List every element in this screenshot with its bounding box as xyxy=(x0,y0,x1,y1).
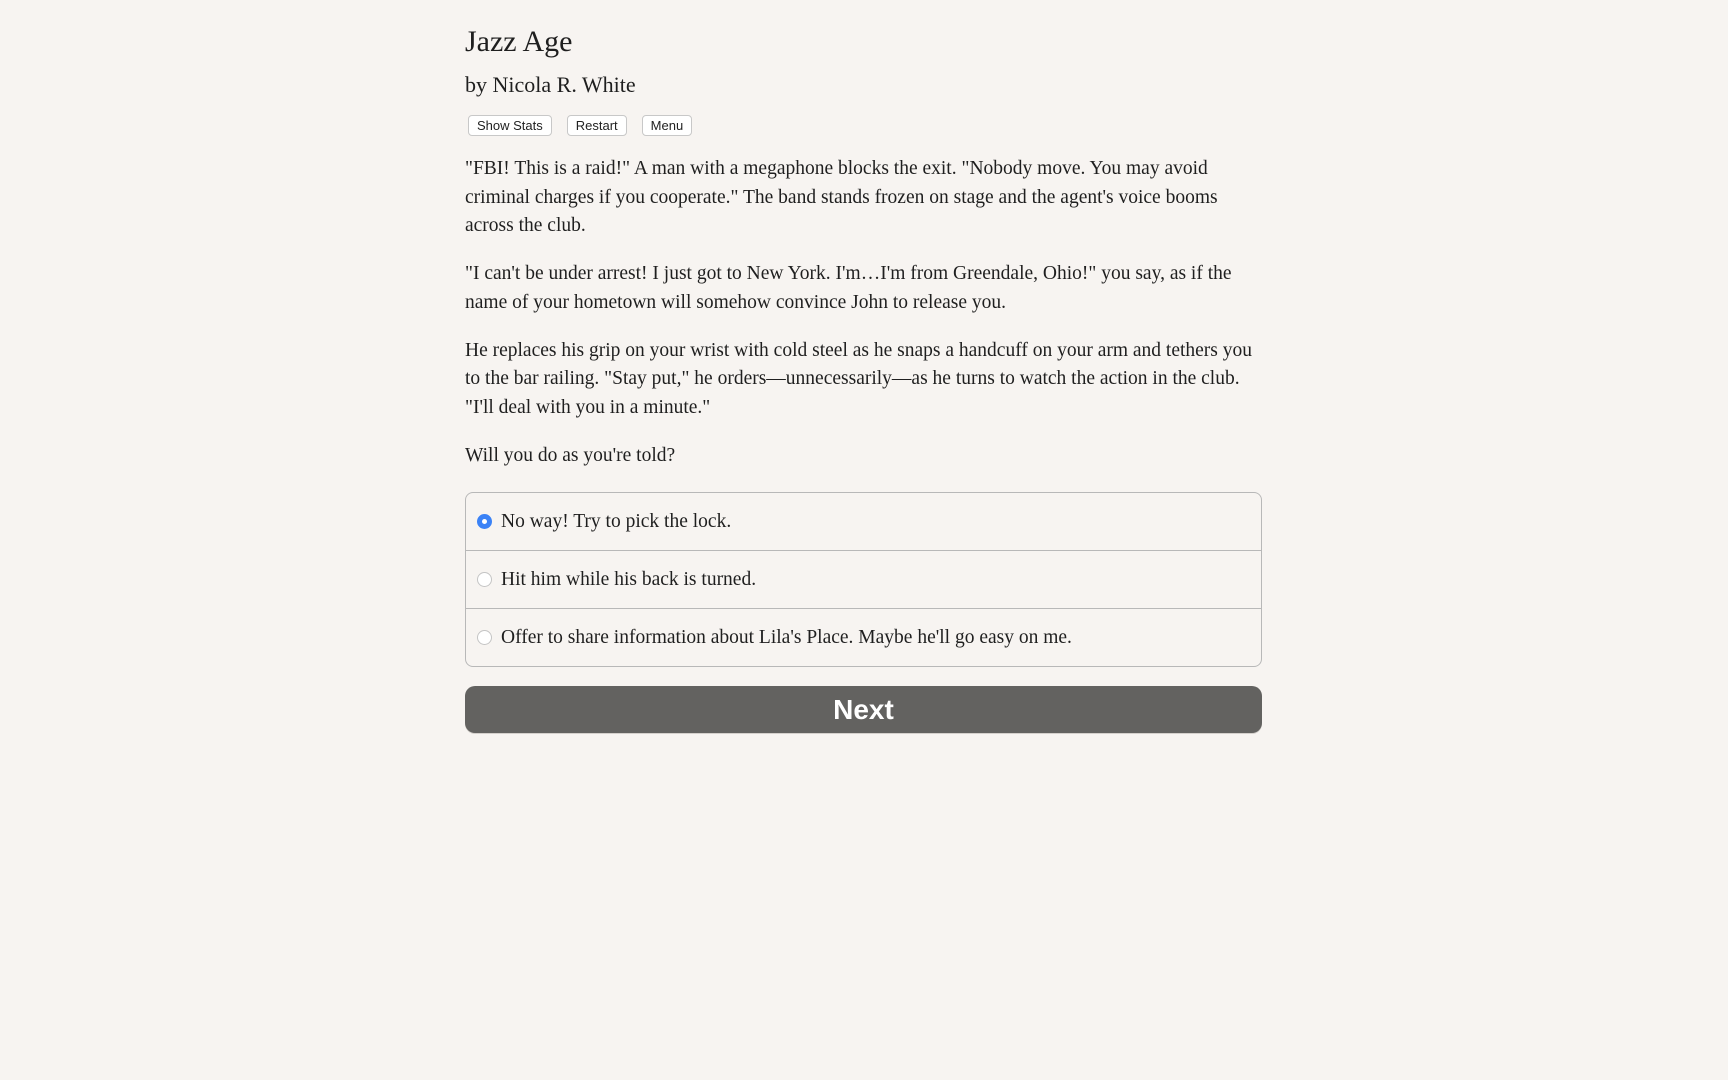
choice-option-pick-lock[interactable] xyxy=(466,493,1261,550)
radio-selected-icon[interactable] xyxy=(477,514,492,529)
choice-option-hit-him[interactable] xyxy=(466,550,1261,608)
show-stats-button[interactable]: Show Stats xyxy=(468,115,552,136)
story-paragraph: "FBI! This is a raid!" A man with a megaphone blocks the exit. "Nobody move. You may avoid criminal charges if you cooperate." The band stands frozen on stage and the agent's voice booms across the club. xyxy=(465,158,1218,237)
choice-label: Offer to share information about Lila's Place. Maybe he'll go easy on me. xyxy=(501,626,1072,648)
menu-button[interactable]: Menu xyxy=(642,115,693,136)
radio-unselected-icon[interactable] xyxy=(477,572,492,587)
restart-button[interactable]: Restart xyxy=(567,115,627,136)
choice-list xyxy=(465,492,1262,667)
game-title: Jazz Age xyxy=(465,25,573,58)
game-container xyxy=(465,22,1262,733)
story-text xyxy=(465,155,1262,470)
toolbar xyxy=(465,115,1262,136)
choice-option-share-info[interactable] xyxy=(466,608,1261,666)
story-question: Will you do as you're told? xyxy=(465,444,676,466)
choice-label: No way! Try to pick the lock. xyxy=(501,510,732,532)
next-button[interactable]: Next xyxy=(465,686,1262,733)
radio-unselected-icon[interactable] xyxy=(477,630,492,645)
choice-label: Hit him while his back is turned. xyxy=(501,568,757,590)
story-paragraph: "I can't be under arrest! I just got to New York. I'm…I'm from Greendale, Ohio!" you say, as if the name of your hometown will somehow convince John to release you. xyxy=(465,263,1232,313)
game-author: by Nicola R. White xyxy=(465,72,636,97)
story-paragraph: He replaces his grip on your wrist with cold steel as he snaps a handcuff on your arm and tethers you to the bar railing. "Stay put," he orders—unnecessarily—as he turns to watch the action in the club. "I'll deal with you in a minute." xyxy=(465,339,1253,418)
